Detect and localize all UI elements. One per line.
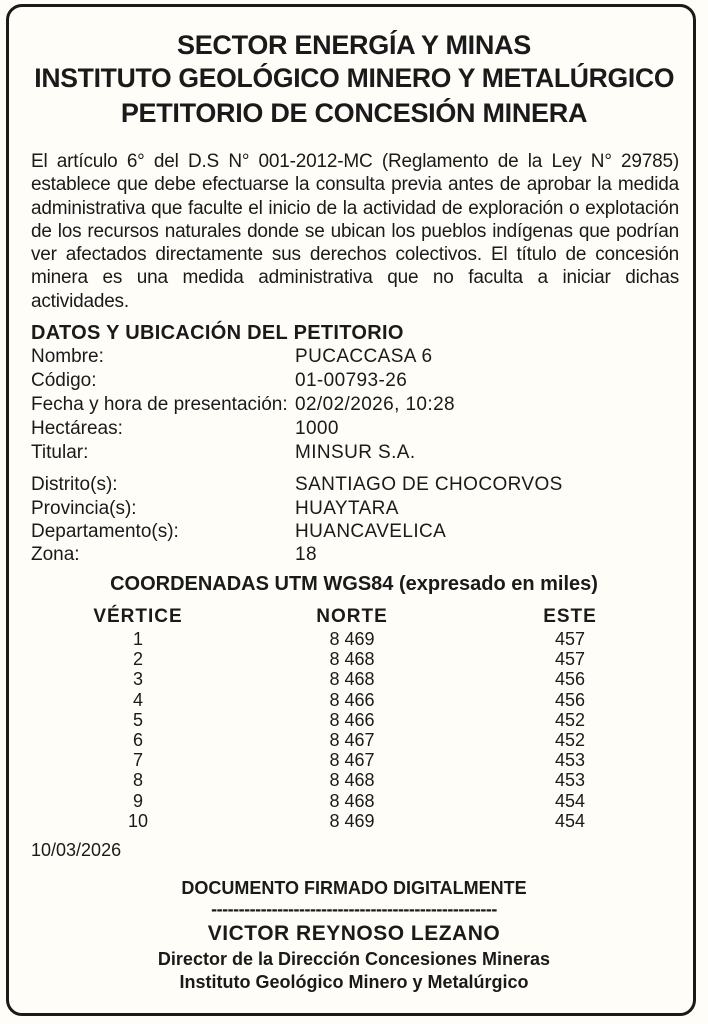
coords-header-este: ESTE [543, 606, 597, 627]
coords-header-vertice: VÉRTICE [93, 606, 183, 627]
este-cell: 457 [554, 629, 586, 649]
norte-cell: 8 467 [329, 750, 375, 771]
vertice-cell: 5 [132, 709, 143, 730]
coords-row [0, 669, 708, 689]
header-sector: SECTOR ENERGÍA Y MINAS [177, 30, 531, 60]
document-date: 10/03/2026 [31, 840, 122, 860]
coords-row [0, 710, 708, 730]
header-institute: INSTITUTO GEOLÓGICO MINERO Y METALÚRGICO [34, 63, 674, 93]
datos-row-provincia [31, 497, 671, 521]
datos-row-fecha [31, 393, 671, 417]
datos-row-hectareas [31, 417, 671, 441]
coords-row [0, 730, 708, 750]
norte-cell: 8 469 [329, 810, 375, 831]
vertice-cell: 7 [132, 750, 143, 771]
datos-value: 02/02/2026, 10:28 [295, 394, 455, 415]
signer-name: VICTOR REYNOSO LEZANO [207, 922, 501, 945]
coords-row [0, 629, 708, 649]
coords-header-norte: NORTE [316, 606, 388, 627]
este-cell: 456 [554, 669, 586, 690]
vertice-cell: 2 [132, 649, 143, 670]
este-cell: 456 [554, 689, 586, 710]
coords-row [0, 791, 708, 811]
norte-cell: 8 468 [329, 790, 375, 811]
norte-cell: 8 469 [329, 629, 375, 649]
este-cell: 452 [554, 730, 586, 750]
este-cell: 454 [554, 810, 586, 831]
datos-row-departamento [31, 520, 671, 544]
datos-value: 18 [295, 544, 317, 565]
este-cell: 453 [554, 750, 586, 771]
coords-row [0, 649, 708, 669]
coords-row [0, 750, 708, 770]
datos-row-zona [31, 543, 671, 567]
datos-section-title: DATOS Y UBICACIÓN DEL PETITORIO [31, 322, 404, 344]
coords-row [0, 770, 708, 790]
datos-value: PUCACCASA 6 [295, 346, 433, 367]
datos-label: Distrito(s): [31, 474, 118, 495]
vertice-cell: 8 [132, 770, 143, 791]
datos-value: SANTIAGO DE CHOCORVOS [295, 474, 563, 495]
signature-line: ---------------------------------------------------- [211, 899, 497, 919]
datos-label: Zona: [31, 544, 80, 565]
datos-value: 1000 [295, 418, 339, 439]
este-cell: 454 [554, 790, 586, 811]
signed-notice: DOCUMENTO FIRMADO DIGITALMENTE [181, 878, 527, 898]
este-cell: 453 [554, 770, 586, 791]
vertice-cell: 10 [127, 810, 149, 831]
vertice-cell: 4 [132, 689, 143, 710]
vertice-cell: 9 [132, 790, 143, 811]
datos-row-titular [31, 441, 671, 465]
coords-row [0, 811, 708, 831]
datos-label: Código: [31, 370, 97, 391]
este-cell: 452 [554, 709, 586, 730]
signer-institution: Instituto Geológico Minero y Metalúrgico [179, 972, 529, 992]
vertice-cell: 1 [132, 629, 143, 649]
datos-row-distrito [31, 473, 671, 497]
datos-row-codigo [31, 369, 671, 393]
datos-value: MINSUR S.A. [295, 442, 416, 463]
datos-label: Titular: [31, 442, 89, 463]
datos-label: Fecha y hora de presentación: [31, 394, 288, 415]
datos-label: Departamento(s): [31, 521, 179, 542]
datos-value: HUANCAVELICA [295, 521, 447, 542]
norte-cell: 8 466 [329, 689, 375, 710]
vertice-cell: 6 [132, 730, 143, 750]
coords-row [0, 690, 708, 710]
datos-label: Provincia(s): [31, 498, 137, 519]
datos-label: Hectáreas: [31, 418, 123, 439]
vertice-cell: 3 [132, 669, 143, 690]
header-document-title: PETITORIO DE CONCESIÓN MINERA [120, 98, 588, 128]
norte-cell: 8 467 [329, 730, 375, 750]
norte-cell: 8 468 [329, 649, 375, 670]
datos-label: Nombre: [31, 346, 104, 367]
norte-cell: 8 468 [329, 669, 375, 690]
datos-value: HUAYTARA [295, 498, 399, 519]
intro-paragraph: El artículo 6° del D.S N° 001-2012-MC (Reglamento de la Ley N° 29785) establece que debe efectuarse la consulta previa antes de aprobar la medida administrativa que faculte el inicio de la actividad de exploración o explotación de los recursos naturales donde se ubican los pueblos indígenas que podrían ver afectados directamente sus derechos colectivos. El título de concesión minera es una medida administrativa que no faculta a iniciar dichas actividades. [31, 151, 679, 312]
este-cell: 457 [554, 649, 586, 670]
signer-role: Director de la Dirección Concesiones Mineras [157, 949, 551, 969]
coords-title: COORDENADAS UTM WGS84 (expresado en miles) [110, 573, 598, 595]
datos-row-nombre [31, 345, 671, 369]
norte-cell: 8 468 [329, 770, 375, 791]
datos-value: 01-00793-26 [295, 370, 408, 391]
norte-cell: 8 466 [329, 709, 375, 730]
